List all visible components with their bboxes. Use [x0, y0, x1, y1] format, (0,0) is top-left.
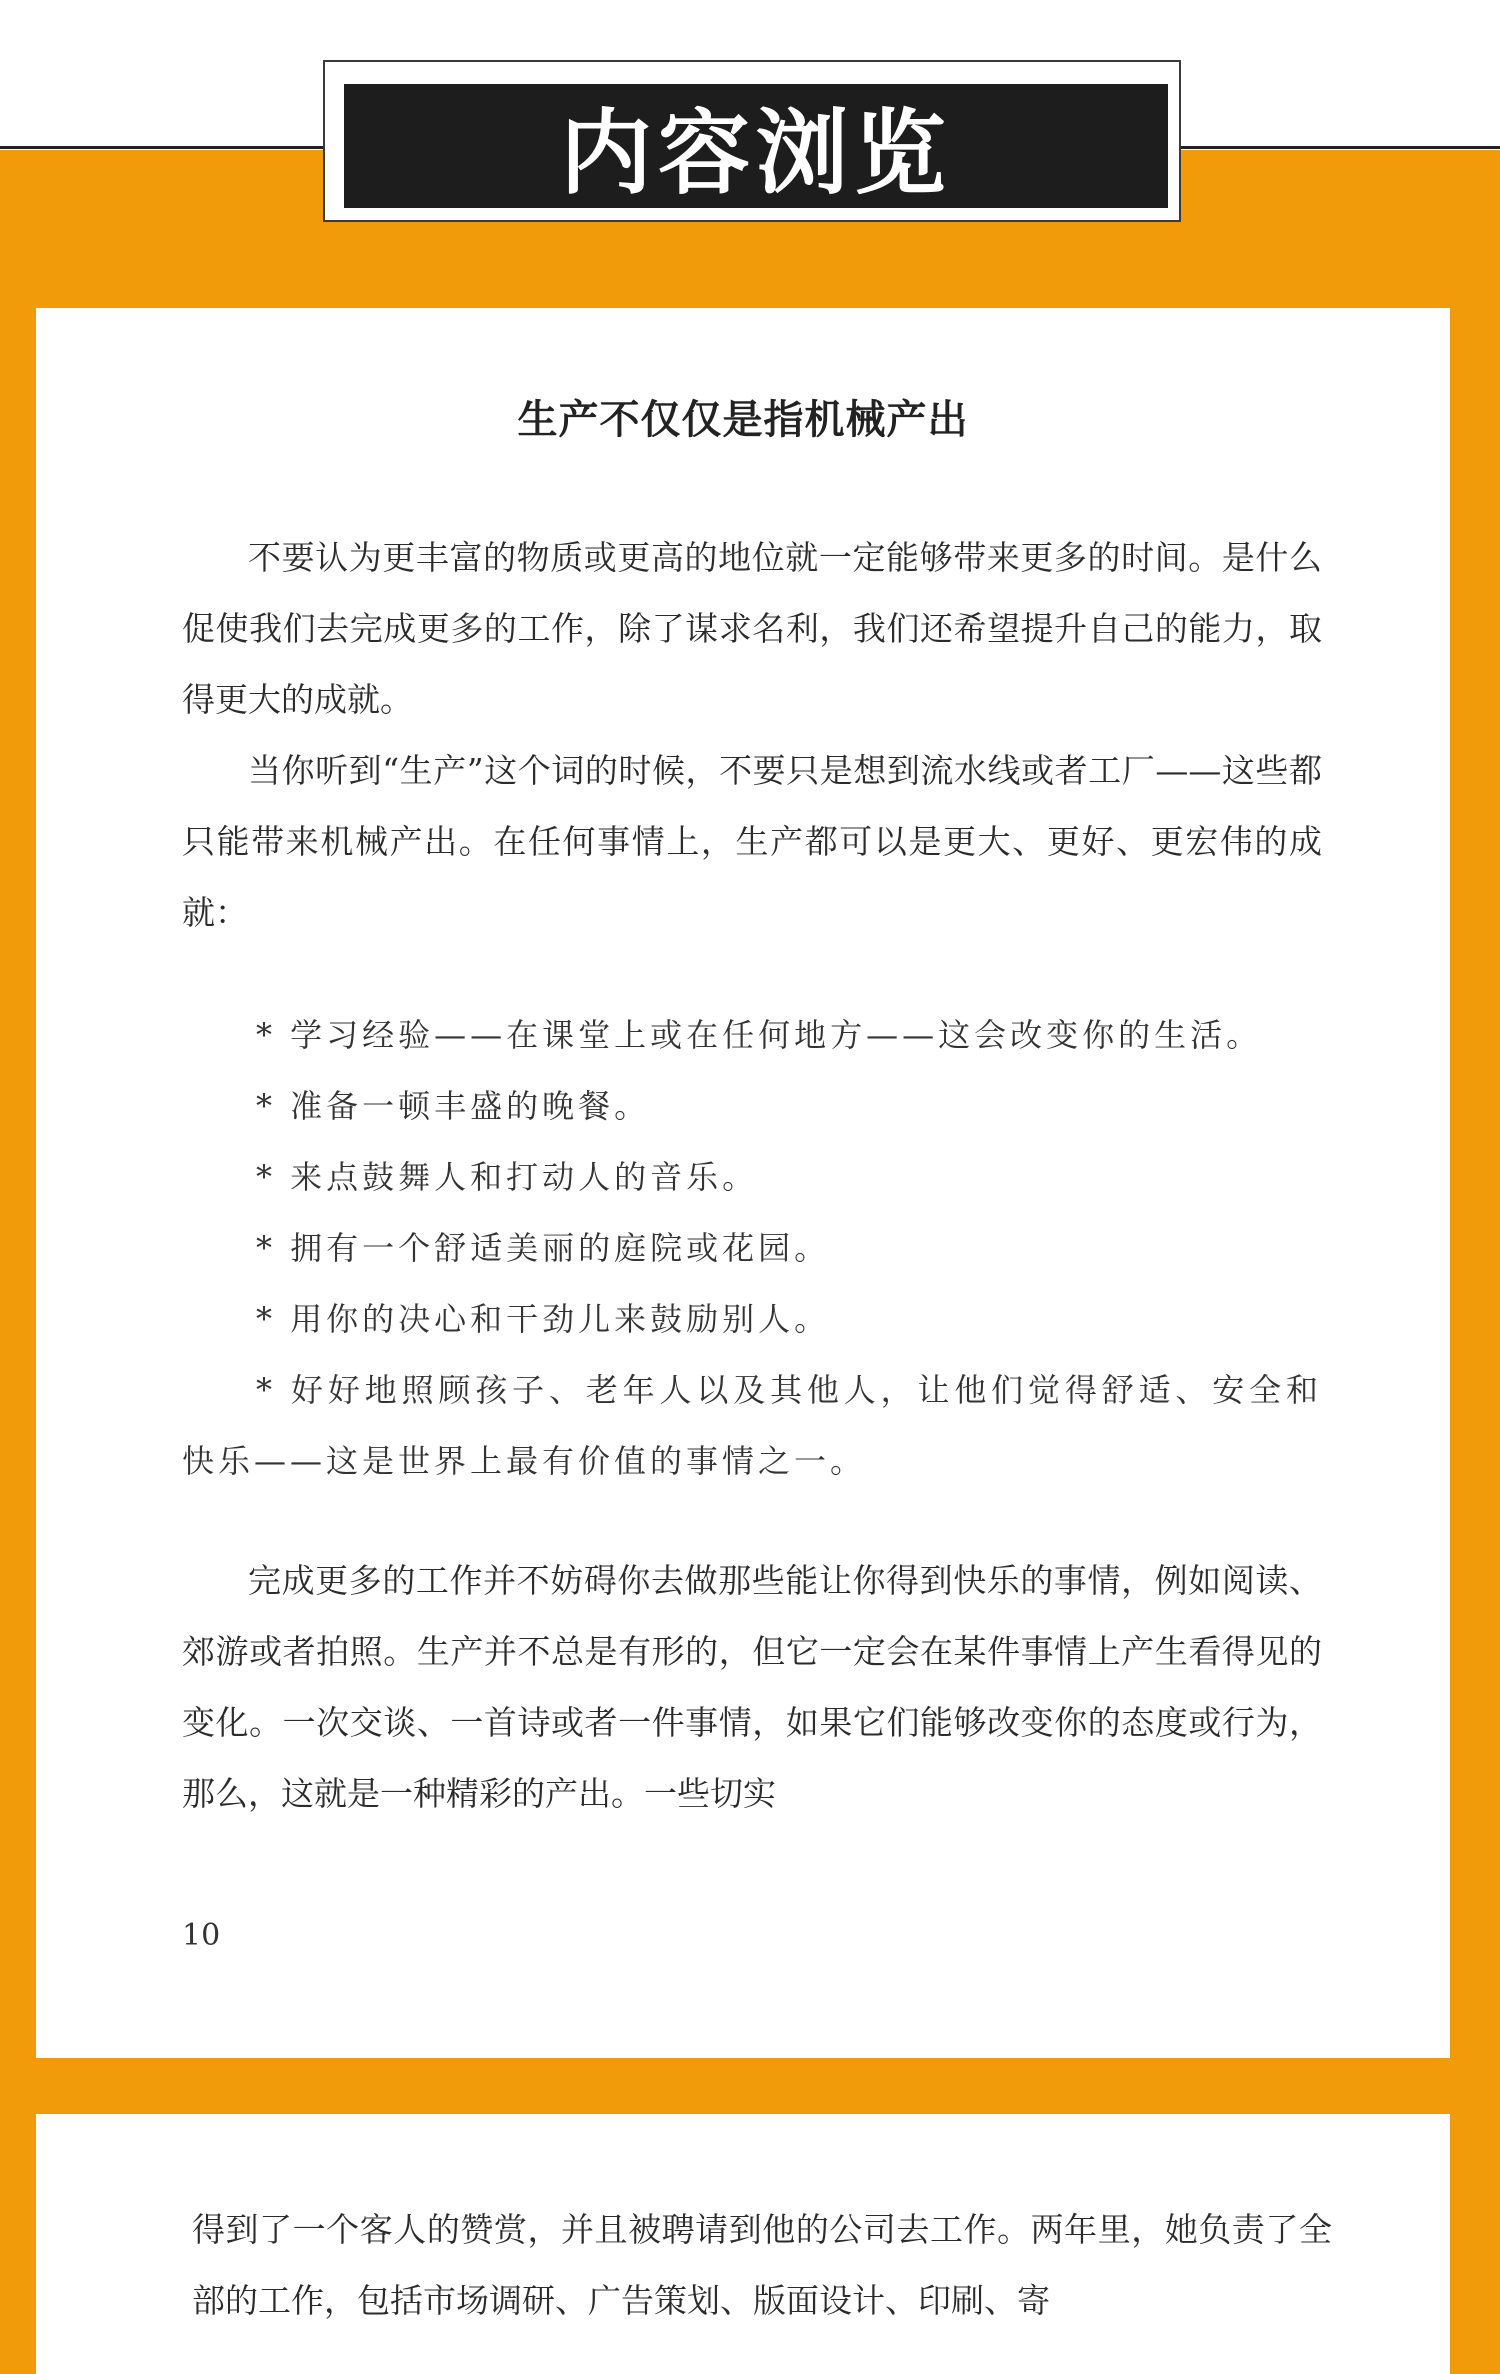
list-item: * 学习经验——在课堂上或在任何地方——这会改变你的生活。 [256, 1016, 1263, 1054]
page-title: 内容浏览 [559, 100, 952, 207]
header-rule-right [1180, 146, 1500, 149]
paragraph-continued: 得到了一个客人的赞赏，并且被聘请到他的公司去工作。两年里，她负责了全部的工作，包括市场调研、广告策划、版面设计、印刷、寄 [192, 2210, 1332, 2320]
paragraph-1: 不要认为更丰富的物质或更高的地位就一定能够带来更多的时间。是什么促使我们去完成更多的工作，除了谋求名利，我们还希望提升自己的能力，取得更大的成就。 [182, 538, 1322, 719]
list-item: * 好好地照顾孩子、老年人以及其他人，让他们觉得舒适、安全和快乐——这是世界上最有价值的事情之一。 [182, 1371, 1322, 1480]
page-number: 10 [182, 1918, 221, 1953]
list-item: * 准备一顿丰盛的晚餐。 [256, 1087, 651, 1125]
paragraph-3: 完成更多的工作并不妨碍你去做那些能让你得到快乐的事情，例如阅读、郊游或者拍照。生产并不总是有形的，但它一定会在某件事情上产生看得见的变化。一次交谈、一首诗或者一件事情，如果它们能够改变你的态度或行为，那么，这就是一种精彩的产出。一些切实 [182, 1561, 1322, 1813]
title-banner [344, 84, 1168, 208]
list-item: * 用你的决心和干劲儿来鼓励别人。 [256, 1300, 831, 1338]
section-heading: 生产不仅仅是指机械产出 [517, 397, 969, 443]
header-rule-left [0, 146, 325, 149]
list-item: * 拥有一个舒适美丽的庭院或花园。 [256, 1229, 831, 1267]
paragraph-2: 当你听到“生产”这个词的时候，不要只是想到流水线或者工厂——这些都只能带来机械产出。在任何事情上，生产都可以是更大、更好、更宏伟的成就： [182, 751, 1322, 932]
book-page-2 [36, 2114, 1450, 2374]
list-item: * 来点鼓舞人和打动人的音乐。 [256, 1158, 759, 1196]
book-page-1 [36, 308, 1450, 2058]
bullet-list [182, 1000, 1322, 1497]
